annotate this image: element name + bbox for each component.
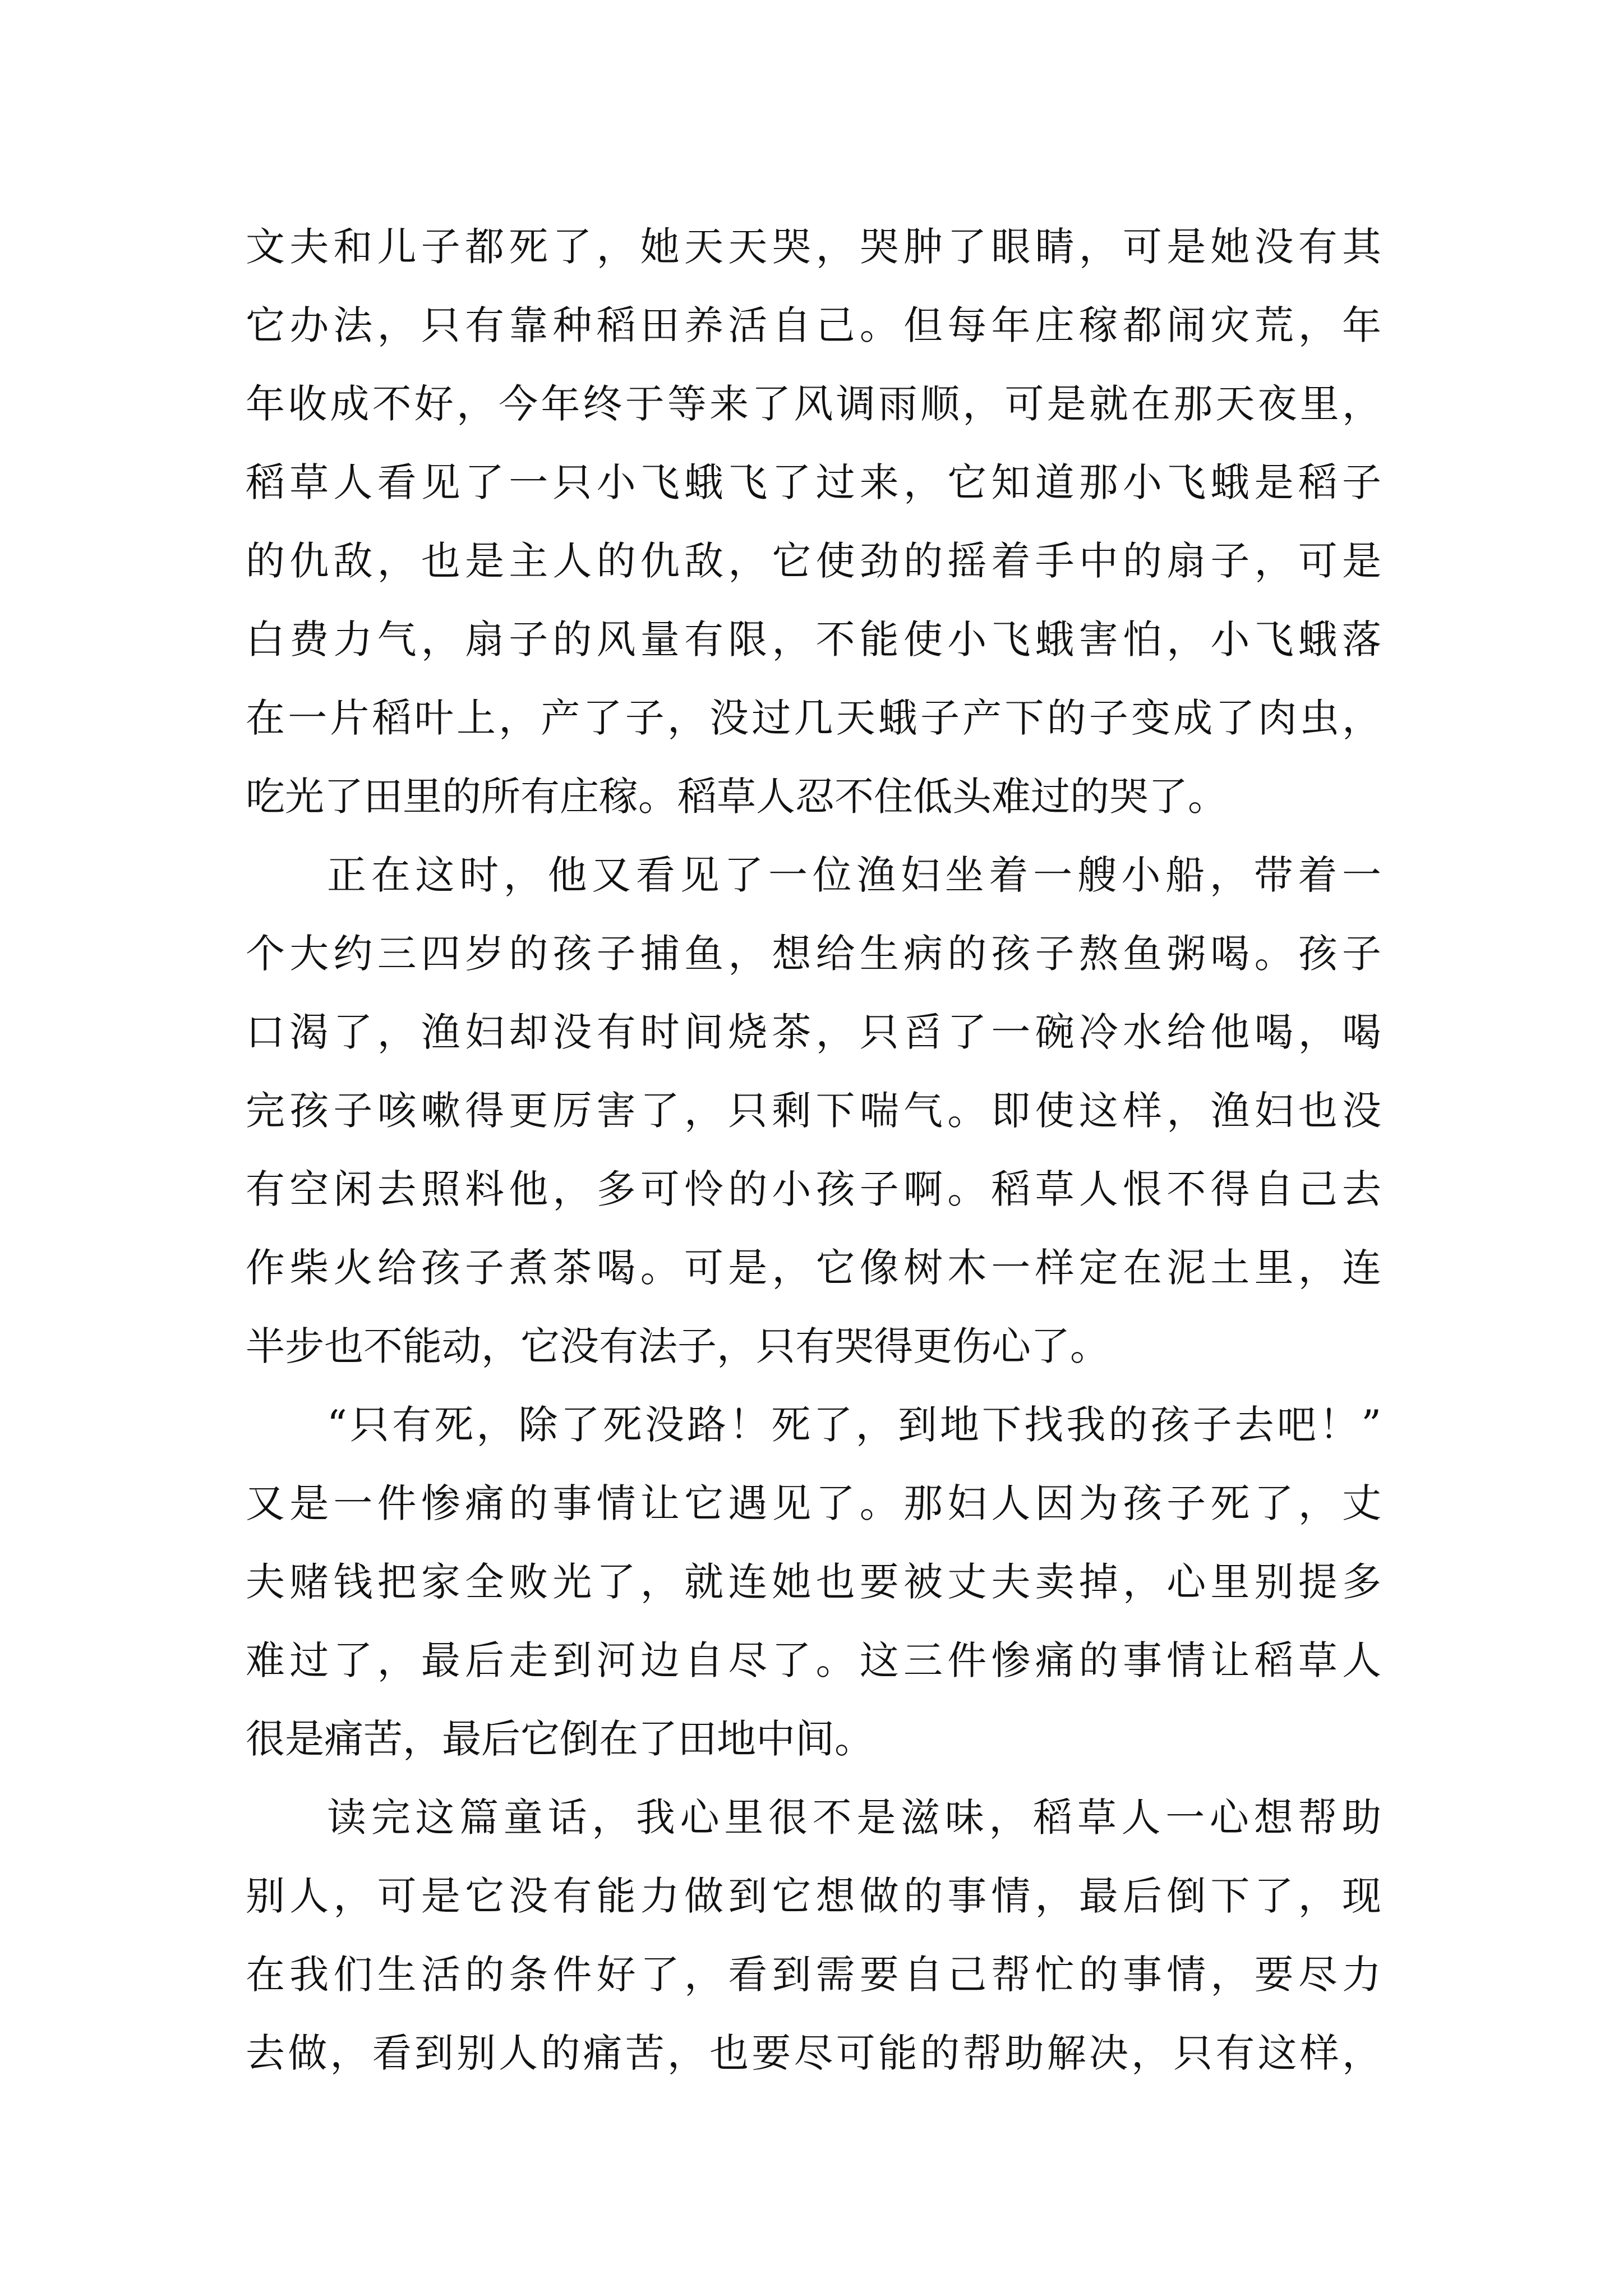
text-line: 难过了，最后走到河边自尽了。这三件惨痛的事情让稻草人 — [246, 1637, 1381, 1683]
text-line: 半步也不能动，它没有法子，只有哭得更伤心了。 — [246, 1323, 1109, 1369]
text-line: 口渴了，渔妇却没有时间烧茶，只舀了一碗冷水给他喝，喝 — [246, 1009, 1381, 1055]
paragraph-1 — [246, 208, 1381, 836]
text-line: “只有死，除了死没路！死了，到地下找我的孩子去吧！” — [327, 1402, 1381, 1448]
text-line: 完孩子咳嗽得更厉害了，只剩下喘气。即使这样，渔妇也没 — [246, 1088, 1381, 1134]
text-line: 稻草人看见了一只小飞蛾飞了过来，它知道那小飞蛾是稻子 — [246, 459, 1381, 505]
text-line: 读完这篇童话，我心里很不是滋味，稻草人一心想帮助 — [327, 1795, 1381, 1841]
text-line: 又是一件惨痛的事情让它遇见了。那妇人因为孩子死了，丈 — [246, 1480, 1381, 1526]
document-body — [246, 208, 1381, 2092]
text-line: 文夫和儿子都死了，她天天哭，哭肿了眼睛，可是她没有其 — [246, 224, 1381, 270]
text-line: 在一片稻叶上，产了子，没过几天蛾子产下的子变成了肉虫， — [246, 695, 1381, 741]
text-line: 夫赌钱把家全败光了，就连她也要被丈夫卖掉，心里别提多 — [246, 1559, 1381, 1605]
text-line: 去做，看到别人的痛苦，也要尽可能的帮助解决，只有这样， — [246, 2030, 1381, 2076]
paragraph-2 — [246, 836, 1381, 1386]
text-line: 别人，可是它没有能力做到它想做的事情，最后倒下了，现 — [246, 1873, 1381, 1919]
text-line: 有空闲去照料他，多可怜的小孩子啊。稻草人恨不得自己去 — [246, 1166, 1381, 1212]
text-line: 很是痛苦，最后它倒在了田地中间。 — [246, 1716, 874, 1762]
paragraph-3 — [246, 1386, 1381, 1778]
text-line: 的仇敌，也是主人的仇敌，它使劲的摇着手中的扇子，可是 — [246, 538, 1381, 584]
text-line: 它办法，只有靠种稻田养活自己。但每年庄稼都闹灾荒，年 — [246, 302, 1381, 348]
text-line: 作柴火给孩子煮茶喝。可是，它像树木一样定在泥土里，连 — [246, 1245, 1381, 1291]
text-line: 在我们生活的条件好了，看到需要自己帮忙的事情，要尽力 — [246, 1952, 1381, 1998]
text-line: 正在这时，他又看见了一位渔妇坐着一艘小船，带着一 — [327, 852, 1381, 898]
text-line: 年收成不好，今年终于等来了风调雨顺，可是就在那天夜里， — [246, 381, 1381, 427]
text-line: 白费力气，扇子的风量有限，不能使小飞蛾害怕，小飞蛾落 — [246, 616, 1381, 662]
text-line: 吃光了田里的所有庄稼。稻草人忍不住低头难过的哭了。 — [246, 774, 1227, 820]
paragraph-4 — [246, 1778, 1381, 2092]
text-line: 个大约三四岁的孩子捕鱼，想给生病的孩子熬鱼粥喝。孩子 — [246, 931, 1381, 977]
